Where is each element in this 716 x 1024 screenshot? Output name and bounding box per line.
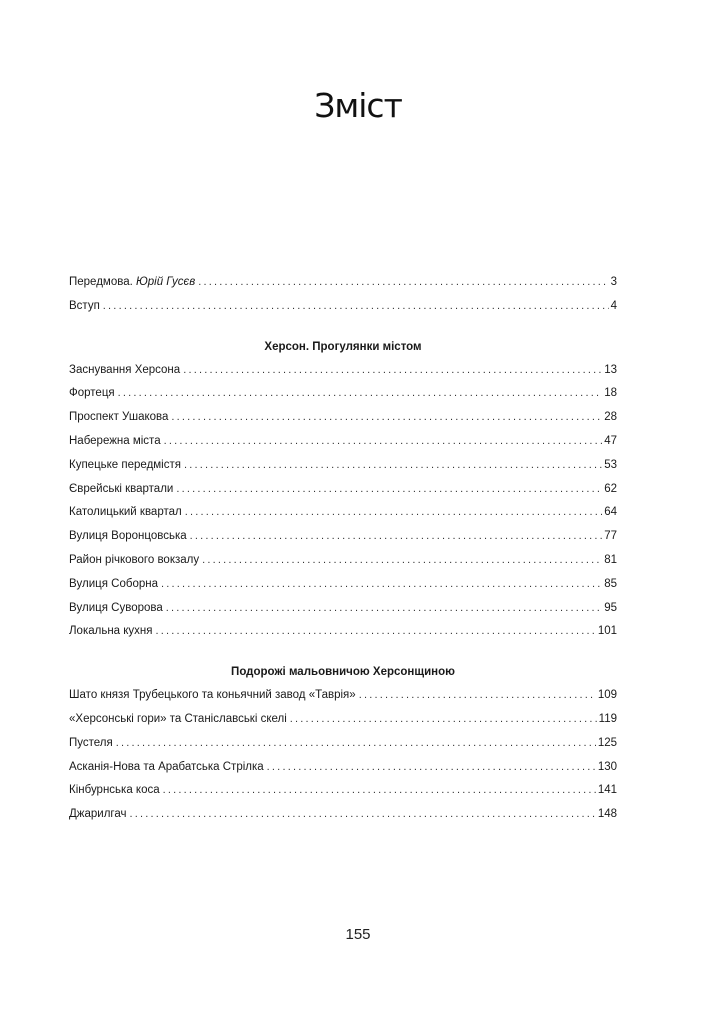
toc-entry-page: 47 bbox=[604, 434, 617, 447]
toc-entry-title: Католицький квартал bbox=[69, 506, 182, 519]
toc-entry[interactable] bbox=[69, 430, 617, 454]
dot-leader bbox=[359, 684, 596, 708]
toc-entry-title: Купецьке передмістя bbox=[69, 458, 181, 471]
toc-entry-page: 64 bbox=[604, 506, 617, 519]
toc-entry-foreword[interactable] bbox=[69, 271, 617, 295]
dot-leader bbox=[161, 573, 602, 597]
toc-entry-title: Вулиця Соборна bbox=[69, 577, 159, 590]
toc-entry[interactable] bbox=[69, 406, 617, 430]
dot-leader bbox=[118, 382, 603, 406]
toc-entry-page: 18 bbox=[604, 387, 617, 400]
toc-entry-page: 13 bbox=[604, 363, 617, 376]
toc-entry-page: 4 bbox=[610, 299, 617, 312]
toc-entry-title: Кінбурнська коса bbox=[69, 784, 160, 797]
toc-entry-page: 53 bbox=[604, 458, 617, 471]
toc-entry-title: Район річкового вокзалу bbox=[69, 553, 200, 566]
dot-leader bbox=[290, 708, 597, 732]
toc-entry[interactable] bbox=[69, 478, 617, 502]
dot-leader bbox=[185, 501, 602, 525]
toc-entry-title: Асканія-Нова та Арабатська Стрілка bbox=[69, 760, 264, 773]
toc-entry[interactable] bbox=[69, 756, 617, 780]
toc-entry-page: 148 bbox=[597, 808, 617, 821]
dot-leader bbox=[166, 597, 602, 621]
dot-leader bbox=[116, 732, 596, 756]
toc-entry-title: Джарилгач bbox=[69, 808, 127, 821]
toc-entry-page: 62 bbox=[604, 482, 617, 495]
page-number: 155 bbox=[345, 926, 371, 943]
toc-entry-author: Юрій Гусєв bbox=[136, 276, 196, 288]
toc-entry-page: 109 bbox=[597, 689, 617, 702]
toc-entry[interactable] bbox=[69, 803, 617, 827]
section-heading-kherson-region-trips: Подорожі мальовничою Херсонщиною bbox=[231, 666, 455, 679]
toc-entry[interactable] bbox=[69, 501, 617, 525]
toc-entry[interactable] bbox=[69, 597, 617, 621]
toc-entry-page: 95 bbox=[604, 601, 617, 614]
toc-entry-title: Вулиця Суворова bbox=[69, 601, 163, 614]
dot-leader bbox=[267, 756, 596, 780]
section-heading-kherson-walks: Херсон. Прогулянки містом bbox=[264, 340, 422, 353]
toc-entry-page: 141 bbox=[597, 784, 617, 797]
toc-entry[interactable] bbox=[69, 454, 617, 478]
toc-entry-page: 130 bbox=[597, 760, 617, 773]
toc-entry-page: 119 bbox=[598, 712, 617, 725]
toc-entry-title: Локальна кухня bbox=[69, 625, 153, 638]
toc-entry[interactable] bbox=[69, 549, 617, 573]
dot-leader bbox=[164, 430, 603, 454]
toc-entry[interactable] bbox=[69, 525, 617, 549]
toc-entry[interactable] bbox=[69, 779, 617, 803]
dot-leader bbox=[156, 620, 596, 644]
toc-entry-title: Набережна міста bbox=[69, 434, 161, 447]
dot-leader bbox=[184, 454, 602, 478]
dot-leader bbox=[171, 406, 602, 430]
toc-entry-page: 85 bbox=[604, 577, 617, 590]
toc-entry[interactable] bbox=[69, 684, 617, 708]
toc-entry-intro[interactable] bbox=[69, 295, 617, 319]
toc-entry-page: 101 bbox=[597, 625, 617, 638]
dot-leader bbox=[183, 359, 602, 383]
dot-leader bbox=[202, 549, 602, 573]
dot-leader bbox=[176, 478, 602, 502]
toc-entry[interactable] bbox=[69, 708, 617, 732]
toc-entry-title: Проспект Ушакова bbox=[69, 411, 169, 424]
toc-entry-page: 125 bbox=[597, 736, 617, 749]
toc-entry-title: Пустеля bbox=[69, 736, 113, 749]
toc-entry-title: Вступ bbox=[69, 299, 100, 312]
toc-entry-title: Заснування Херсона bbox=[69, 363, 181, 376]
toc-entry-title: Єврейські квартали bbox=[69, 482, 174, 495]
toc-entry[interactable] bbox=[69, 620, 617, 644]
table-of-contents bbox=[69, 271, 617, 827]
dot-leader bbox=[129, 803, 595, 827]
toc-entry-page: 81 bbox=[604, 553, 617, 566]
toc-entry-title: Шато князя Трубецького та коньячний завод «Таврія» bbox=[69, 689, 356, 702]
toc-entry-title bbox=[69, 271, 198, 295]
toc-entry-title: Фортеця bbox=[69, 387, 115, 400]
toc-entry-label: Передмова. bbox=[69, 276, 133, 288]
dot-leader bbox=[198, 271, 608, 295]
dot-leader bbox=[190, 525, 603, 549]
toc-entry[interactable] bbox=[69, 359, 617, 383]
toc-entry-title: «Херсонські гори» та Станіславські скелі bbox=[69, 712, 287, 725]
page-title: Зміст bbox=[314, 86, 402, 125]
toc-entry-page: 77 bbox=[604, 530, 617, 543]
toc-entry[interactable] bbox=[69, 573, 617, 597]
dot-leader bbox=[163, 779, 596, 803]
toc-entry-title: Вулиця Воронцовська bbox=[69, 530, 187, 543]
toc-entry-page: 28 bbox=[604, 411, 617, 424]
toc-entry[interactable] bbox=[69, 382, 617, 406]
toc-entry-page: 3 bbox=[610, 276, 617, 288]
toc-entry[interactable] bbox=[69, 732, 617, 756]
dot-leader bbox=[103, 295, 609, 319]
